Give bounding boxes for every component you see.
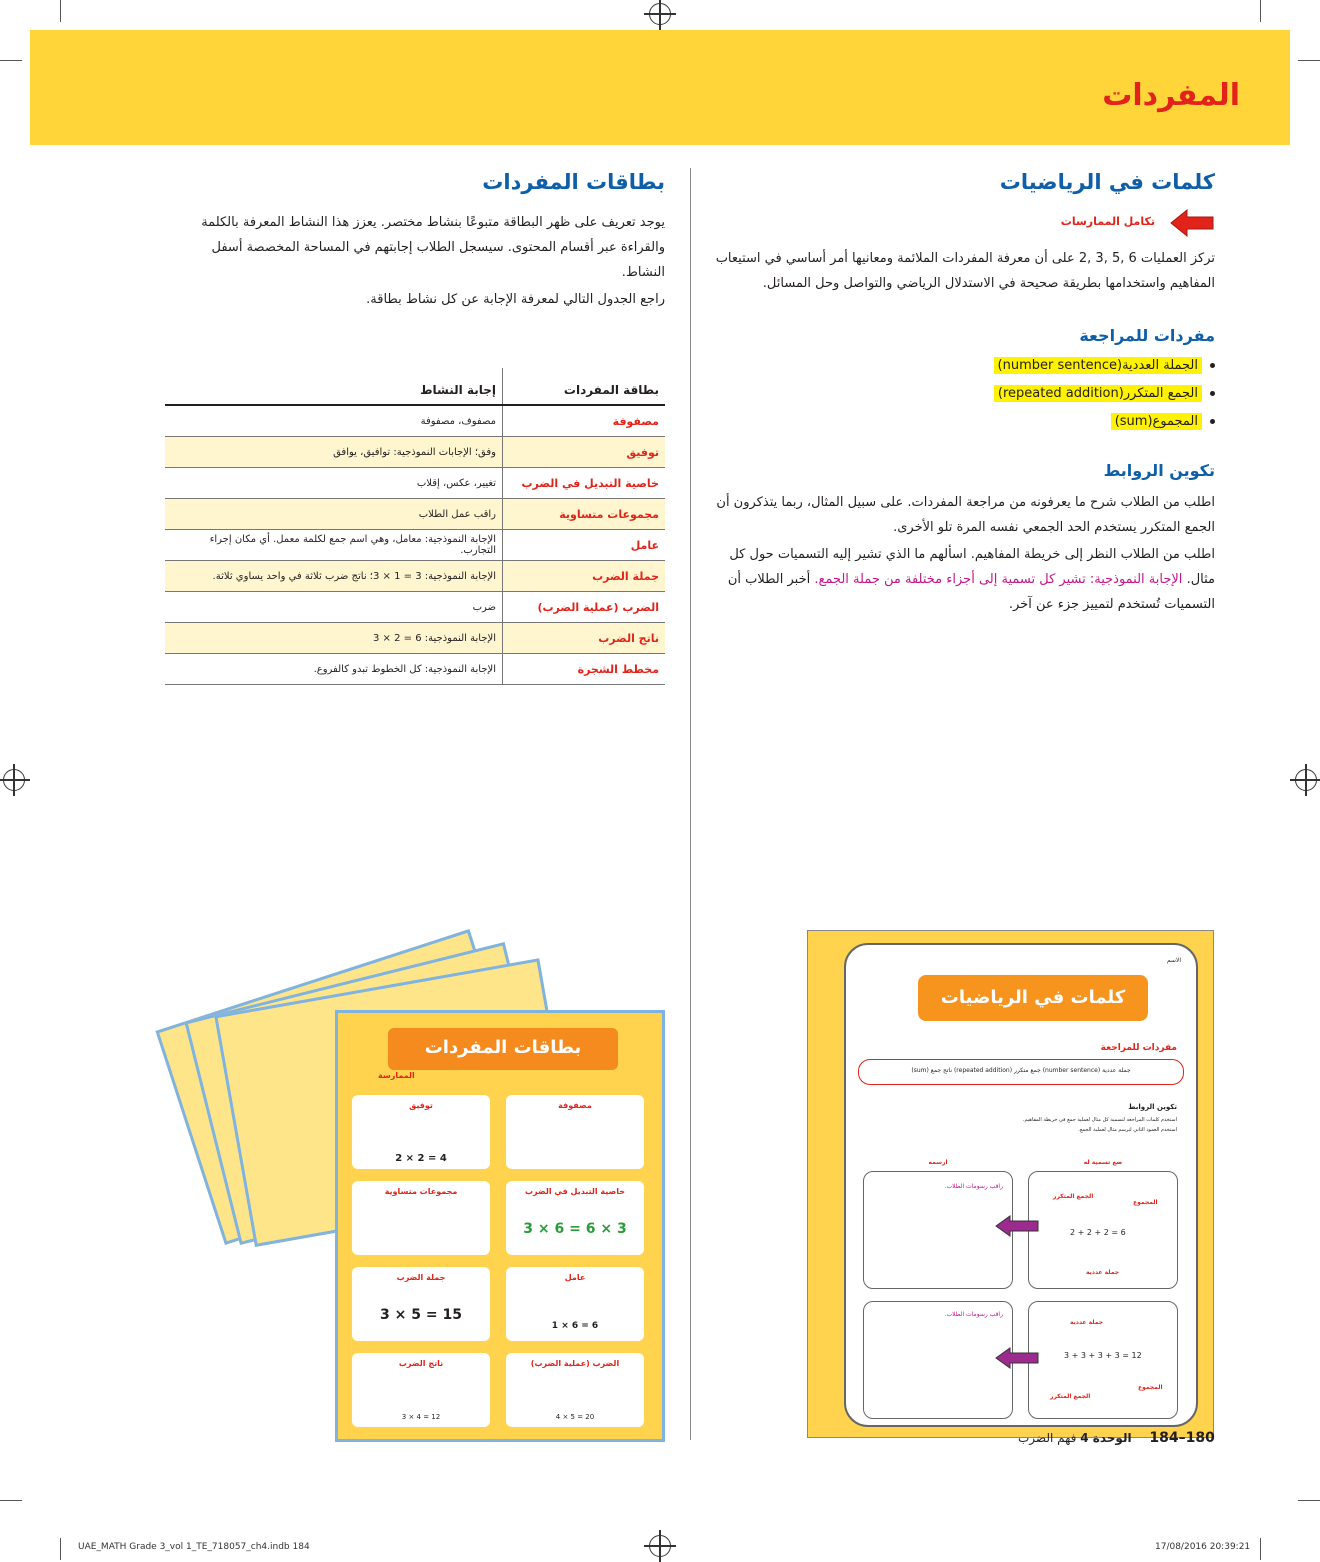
registration-mark-icon bbox=[1295, 769, 1317, 791]
cards-paragraph-2: راجع الجدول التالي لمعرفة الإجابة عن كل نشاط بطاقة. bbox=[366, 292, 665, 307]
sample-answer: الإجابة النموذجية: تشير كل تسمية إلى أجزاء مختلفة من جملة الجمع. bbox=[814, 572, 1183, 587]
page-number: 180–184 bbox=[1149, 1430, 1215, 1446]
header-banner bbox=[30, 30, 1290, 145]
page-title: المفردات bbox=[1102, 78, 1240, 113]
unit-label: الوحدة 4 bbox=[1080, 1431, 1132, 1445]
thumb-title: بطاقات المفردات bbox=[424, 1037, 582, 1058]
unit-title: فهم الضرب bbox=[1018, 1431, 1077, 1445]
review-heading: مفردات للمراجعة bbox=[1079, 326, 1215, 345]
column-header-answer: إجابة النشاط bbox=[165, 368, 503, 405]
print-date: 17/08/2016 20:39:21 bbox=[1155, 1542, 1251, 1552]
vocab-cards-section bbox=[165, 170, 665, 312]
column-divider bbox=[690, 168, 691, 1440]
section-heading: بطاقات المفردات bbox=[482, 170, 665, 194]
registration-mark-icon bbox=[3, 769, 25, 791]
arrow-left-icon bbox=[1169, 208, 1215, 238]
arrow-left-icon bbox=[994, 1347, 1040, 1369]
practices-text: تكامل الممارسات bbox=[1060, 215, 1155, 228]
cards-paragraph-1: يوجد تعريف على ظهر البطاقة متبوعًا بنشاط مختصر. يعزز هذا النشاط المعرفة بالكلمة والقراءة عبر أقسام المحتوى. سيسجل الطلاب إجابتهم في المساحة المخصصة أسفل النشاط. bbox=[201, 215, 665, 280]
table-row: عامل الإجابة النموذجية: معامل، وهي اسم جمع لكلمة معمل. أي مكان إجراء التجارب. bbox=[165, 530, 665, 561]
table-row: مصفوفة مصفوف، مصفوفة bbox=[165, 405, 665, 437]
words-in-math-section bbox=[715, 170, 1215, 617]
review-list bbox=[715, 353, 1215, 435]
links-paragraph-2: اطلب من الطلاب النظر إلى خريطة المفاهيم. اسألهم ما الذي تشير إليه التسميات حول كل مثال. الإجابة النموذجية: تشير كل تسمية إلى أجزاء مختلفة من جملة الجمع. أخبر الطلاب أن التسميات تُستخدم لتمييز جزء عن آخر. bbox=[727, 547, 1215, 612]
words-in-math-thumbnail: الاسم كلمات في الرياضيات مفردات للمراجعة جملة عددية (number sentence) جمع متكرر (repeated addition) ناتج جمع (sum) تكوين الروابط استخدم كلمات المراجعة لتسمية كل مثال لعملية جمع في خريطة المفاهيم. استخدم العمود الثاني لترسم مثال لعملية الجمع. ضع تسمية له ارسمه راقب رسومات الطلاب. راقب رسومات الطلاب. الجمع المتكرر المجموع 2 + 2 + 2 = 6 جملة عددية جملة عددية 3 + 3 + 3 + 3 = 12 المجموع الجمع المتكرر bbox=[807, 930, 1214, 1438]
table-row: توفيق وفق؛ الإجابات النموذجية: توافيق، يوافق bbox=[165, 437, 665, 468]
links-paragraph-1: اطلب من الطلاب شرح ما يعرفونه من مراجعة المفردات. على سبيل المثال، ربما يتذكرون أن الجمع المتكرر يستخدم الحد الجمعي نفسه المرة تلو الأخرى. bbox=[716, 495, 1215, 535]
arrow-left-icon bbox=[994, 1215, 1040, 1237]
section-heading: كلمات في الرياضيات bbox=[999, 170, 1215, 194]
table-row: الضرب (عملية الضرب) ضرب bbox=[165, 592, 665, 623]
column-header-term: بطاقة المفردات bbox=[503, 368, 666, 405]
thumb-practice: الممارسة bbox=[378, 1071, 415, 1080]
table-row: ناتج الضرب الإجابة النموذجية: 6 = 2 × 3 bbox=[165, 623, 665, 654]
list-item: المجموع(sum) bbox=[715, 409, 1215, 435]
thumb-title: كلمات في الرياضيات bbox=[940, 987, 1126, 1008]
practices-label bbox=[715, 208, 1215, 238]
list-item: الجملة العددية(number sentence) bbox=[715, 353, 1215, 379]
table-row: مخطط الشجرة الإجابة النموذجية: كل الخطوط تبدو كالفروع. bbox=[165, 654, 665, 685]
links-heading: تكوين الروابط bbox=[1103, 461, 1215, 480]
intro-paragraph: تركز العمليات 6 ,5 ,3 ,2 على أن معرفة المفردات الملائمة ومعانيها أمر أساسي في استيعاب المفاهيم واستخدامها بطريقة صحيحة في الاستدلال الرياضي والتواصل وحل المسائل. bbox=[715, 251, 1215, 291]
table-row: خاصية التبديل في الضرب تغيير، عكس، إقلاب bbox=[165, 468, 665, 499]
registration-mark-icon bbox=[649, 3, 671, 25]
file-info: UAE_MATH Grade 3_vol 1_TE_718057_ch4.indb 184 bbox=[78, 1542, 310, 1552]
page-footer bbox=[1018, 1430, 1215, 1446]
table-row: جملة الضرب الإجابة النموذجية: 3 = 1 × 3؛ ناتج ضرب ثلاثة في واحد يساوي ثلاثة. bbox=[165, 561, 665, 592]
registration-mark-icon bbox=[649, 1535, 671, 1557]
answers-table bbox=[165, 368, 665, 685]
table-row: مجموعات متساوية راقب عمل الطلاب bbox=[165, 499, 665, 530]
list-item: الجمع المتكرر(repeated addition) bbox=[715, 381, 1215, 407]
